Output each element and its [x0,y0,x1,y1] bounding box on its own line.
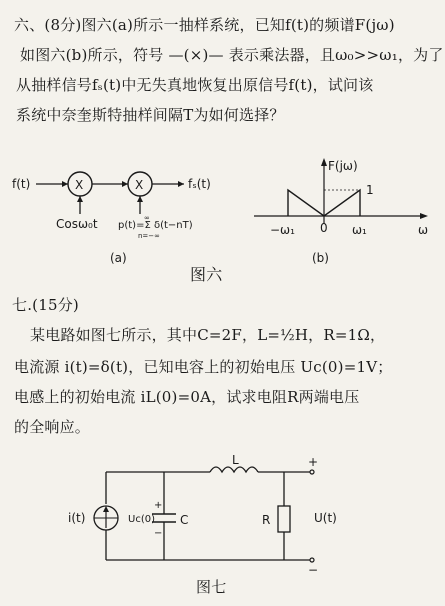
fig6b-tick-zero: 0 [320,221,328,235]
problem7-line4: 的全响应。 [14,418,91,436]
fig6a-sum-bottom: n=−∞ [138,232,160,240]
fig7-output-plus: + [308,455,319,469]
fig7-resistor-label: R [262,513,271,527]
fig7-inductor-label: L [232,453,239,467]
problem6-line3: 从抽样信号fₛ(t)中无失真地恢复出原信号f(t)，试问该 [16,76,374,94]
fig6b-ylabel: F(jω) [328,159,358,173]
fig6b-caption: (b) [312,251,329,265]
problem6-line1: 图六(a)所示一抽样系统，已知f(t)的频谱F(jω) [81,16,395,34]
problem6-header-line [14,14,395,35]
fig6a-caption: (a) [110,251,127,265]
fig7-source-label: i(t) [68,511,86,525]
fig7-cap-minus: − [154,528,163,539]
inductor-coil [210,467,258,472]
figure-6b-spectrum [248,154,438,268]
multiplier-2-label: X [135,178,144,192]
problem6-line2: 如图六(b)所示，符号 —(×)— 表示乘法器，且ω₀>>ω₁，为了 [20,46,444,64]
problem6-header: 六、(8分) [14,16,82,34]
fig7-cap-label: C [180,513,189,527]
figure-7-circuit [60,452,360,576]
problem7-line3: 电感上的初始电流 iL(0)=0A，试求电阻R两端电压 [14,388,360,406]
figure-6a-block-diagram [8,158,240,268]
fig7-cap-plus: + [154,500,163,511]
fig7-output-minus: − [308,563,319,576]
resistor [278,506,290,532]
fig6b-tick-pos: ω₁ [352,223,367,237]
figure-7-title: 图七 [196,578,227,596]
fig6b-xlabel: ω [418,223,429,237]
fig6a-carrier-label: Cosω₀t [56,217,98,231]
figure-6-title: 图六 [190,265,223,284]
problem7-line2: 电流源 i(t)=δ(t)，已知电容上的初始电压 Uc(0)=1V； [14,358,393,376]
fig6b-peak-label: 1 [366,183,374,197]
fig6b-tick-neg: −ω₁ [270,223,295,237]
fig6a-sum-top: ∞ [144,214,150,222]
fig7-output-label: U(t) [314,511,337,525]
multiplier-1-label: X [75,178,84,192]
fig7-cap-voltage-label: Uc(0) [128,514,155,525]
fig6a-impulse-label: p(t)=Σ δ(t−nT) [118,220,193,231]
problem6-line4: 系统中奈奎斯特抽样间隔T为如何选择？ [16,106,285,124]
problem7-header: 七.(15分) [12,296,79,314]
fig6a-input-label: f(t) [12,177,31,191]
problem7-line1: 某电路如图七所示，其中C=2F，L=½H，R=1Ω， [30,326,386,344]
fig6a-output-label: fₛ(t) [188,177,211,191]
